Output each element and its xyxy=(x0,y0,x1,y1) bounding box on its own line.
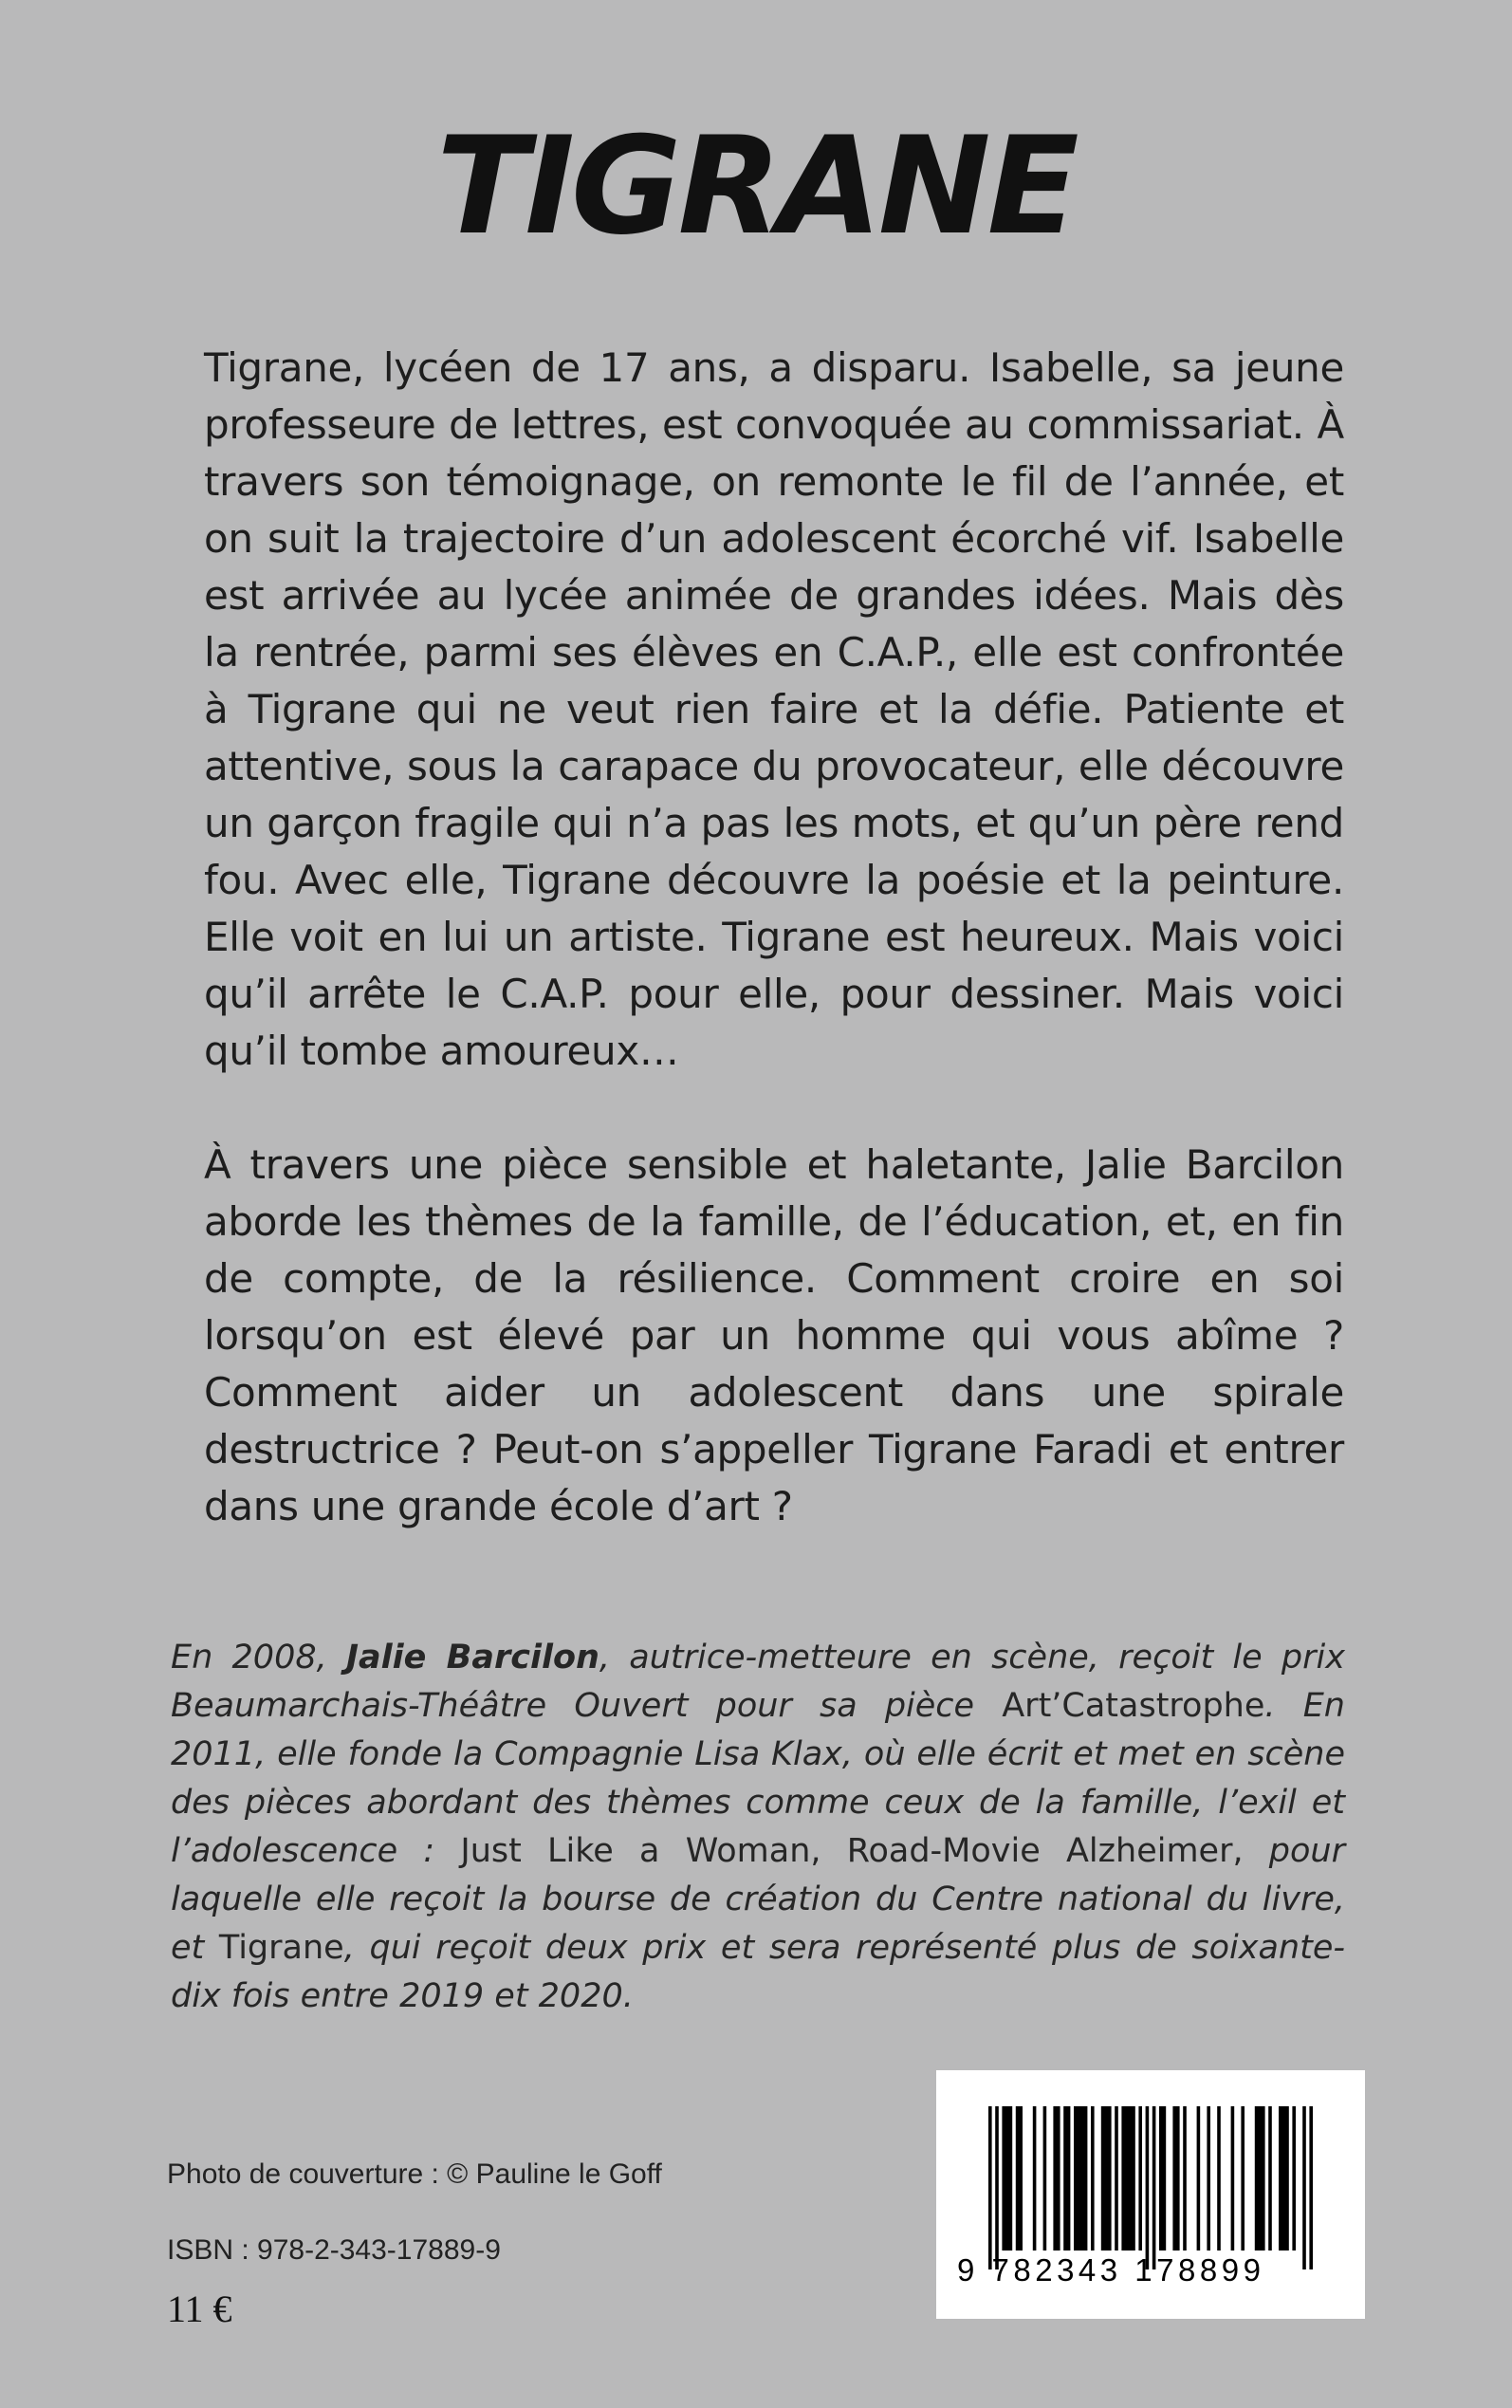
barcode-bar xyxy=(1207,2106,1210,2251)
price: 11 € xyxy=(167,2288,232,2330)
barcode-bar xyxy=(1268,2106,1272,2251)
isbn: ISBN : 978-2-343-17889-9 xyxy=(167,2234,501,2266)
barcode-bar xyxy=(1309,2106,1313,2269)
barcode-bar xyxy=(1053,2106,1060,2251)
barcode-bar xyxy=(1302,2106,1306,2269)
bio-text: , autrice-metteure en scène, reçoit le prix Beaumarchais-Théâtre Ouvert pour sa pièce xyxy=(171,1639,1345,1725)
barcode-bar xyxy=(1115,2106,1118,2251)
barcode-bar xyxy=(1183,2106,1187,2251)
bio-text: pour laquelle elle reçoit la bourse de création du Centre national du livre, et xyxy=(171,1832,1346,1967)
barcode-digits: 9 782343 178899 xyxy=(957,2252,1265,2288)
bio-text: . En 2011, elle fonde la Compagnie Lisa Klax, où elle écrit et met en scène des pièces abordant des thèmes comme ceux de la famille, l’exil et l’adolescence : xyxy=(171,1687,1345,1870)
barcode-bar xyxy=(1292,2106,1296,2251)
barcode-bar xyxy=(1152,2106,1156,2269)
barcode-bar xyxy=(1063,2106,1070,2251)
barcode-bar xyxy=(1016,2106,1023,2251)
barcode-bar xyxy=(1002,2106,1012,2251)
barcode-bar xyxy=(1074,2106,1087,2251)
book-title: TIGRANE xyxy=(436,108,1076,265)
author-bio xyxy=(171,1634,1345,2021)
barcode-bar xyxy=(988,2106,992,2269)
barcode-bar xyxy=(1172,2106,1179,2251)
barcode-bar xyxy=(1159,2106,1166,2251)
barcode-bar xyxy=(1217,2106,1221,2251)
bio-text: , qui reçoit deux prix et sera représenté plus de soixante-dix fois entre 2019 et 2020. xyxy=(171,1929,1345,2015)
photo-credit: Photo de couverture : © Pauline le Goff xyxy=(167,2158,662,2190)
synopsis xyxy=(204,340,1344,1535)
barcode-bar xyxy=(1279,2106,1289,2251)
barcode-bar xyxy=(1146,2106,1150,2269)
work-title: Art’Catastrophe xyxy=(1002,1687,1265,1725)
barcode-bar xyxy=(1033,2106,1037,2251)
barcode-bar xyxy=(1043,2106,1047,2251)
synopsis-paragraph-1: Tigrane, lycéen de 17 ans, a disparu. Isabelle, sa jeune professeure de lettres, est convoquée au commissariat. À travers son témoignage, on remonte le fil de l’année, et on suit la trajectoire d’un adolescent écorché vif. Isabelle est arrivée au lycée animée de grandes idées. Mais dès la rentrée, parmi ses élèves en C.A.P., elle est confrontée à Tigrane qui ne veut rien faire et la défie. Patiente et attentive, sous la carapace du provocateur, elle découvre un garçon fragile qui n’a pas les mots, et qu’un père rend fou. Avec elle, Tigrane découvre la poésie et la peinture. Elle voit en lui un artiste. Tigrane est heureux. Mais voici qu’il arrête le C.A.P. pour elle, pour dessiner. Mais voici qu’il tombe amoureux… xyxy=(204,344,1344,1074)
synopsis-paragraph-2: À travers une pièce sensible et haletante, Jalie Barcilon aborde les thèmes de la famille, de l’éducation, et, en fin de compte, de la résilience. Comment croire en soi lorsqu’on est élevé par un homme qui vous abîme ? Comment aider un adolescent dans une spirale destructrice ? Peut-on s’appeller Tigrane Faradi et entrer dans une grande école d’art ? xyxy=(204,1141,1344,1529)
barcode-bar xyxy=(1197,2106,1201,2251)
barcode-bar xyxy=(1231,2106,1235,2251)
barcode-bar xyxy=(1241,2106,1245,2251)
barcode-bar xyxy=(995,2106,999,2269)
barcode-bar xyxy=(1121,2106,1134,2251)
barcode-bar xyxy=(1091,2106,1095,2251)
author-name: Jalie Barcilon xyxy=(345,1639,599,1676)
work-title: Tigrane xyxy=(218,1929,344,1967)
barcode-bar xyxy=(1138,2106,1142,2251)
bio-text: En 2008, xyxy=(171,1639,346,1676)
barcode-bars xyxy=(988,2106,1313,2269)
barcode-bar xyxy=(1255,2106,1265,2251)
work-title: Just Like a Woman, Road-Movie Alzheimer, xyxy=(460,1832,1244,1870)
barcode-bar xyxy=(1101,2106,1112,2251)
barcode xyxy=(936,2070,1365,2319)
